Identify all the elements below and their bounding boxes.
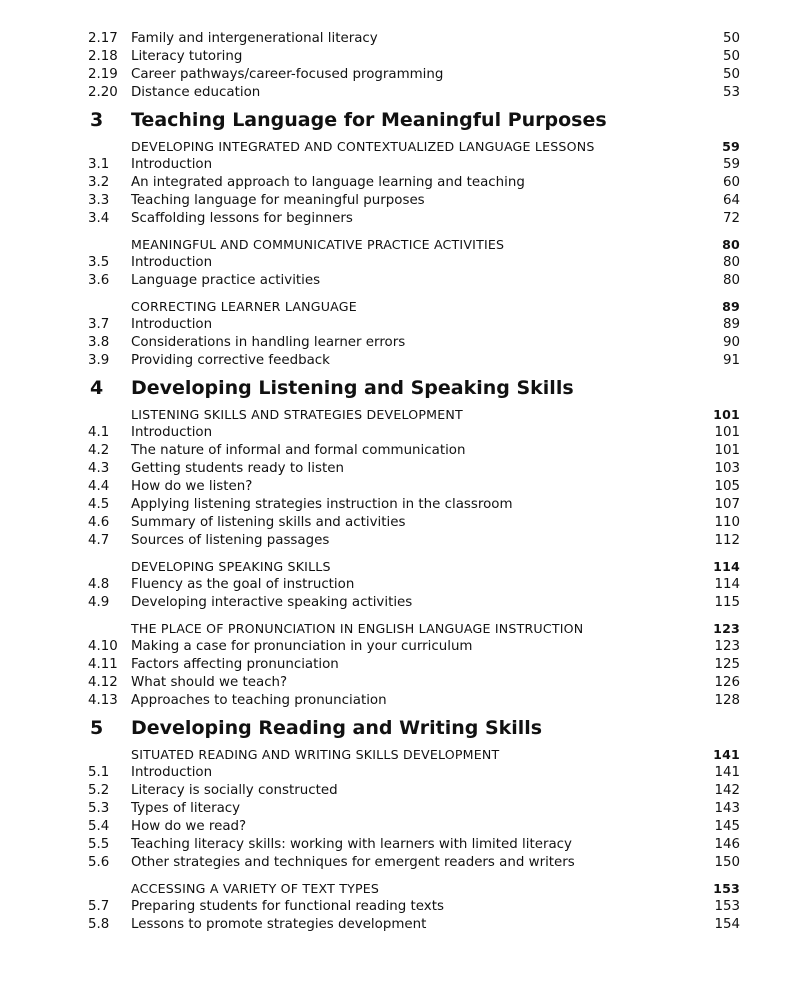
page-number: 143 [714,801,740,816]
entry-number: 3.8 [88,335,110,350]
entry-title: Summary of listening skills and activities [131,515,406,530]
page-number: 101 [714,443,740,458]
toc-entry [0,210,800,228]
toc-entry [0,478,800,496]
entry-number: 4.4 [88,479,110,494]
section-heading [0,558,800,576]
toc-entry [0,192,800,210]
toc-entry [0,674,800,692]
page-number: 80 [722,273,740,288]
entry-title: Literacy tutoring [131,49,243,64]
page-number: 125 [714,657,740,672]
toc-entry [0,174,800,192]
entry-number: 2.20 [88,85,118,100]
page-number: 59 [722,139,740,154]
section-heading [0,298,800,316]
toc-entry [0,818,800,836]
entry-number: 3.3 [88,193,110,208]
toc-entry [0,800,800,818]
toc-entry [0,764,800,782]
entry-number: 4.1 [88,425,110,440]
entry-title: Introduction [131,255,213,270]
entry-number: 3.1 [88,157,110,172]
entry-title: Distance education [131,85,261,100]
section-spacer [0,872,800,880]
page-number: 123 [714,639,740,654]
entry-title: Other strategies and techniques for emergent readers and writers [131,855,575,870]
page-number: 72 [722,211,740,226]
chapter-title: Teaching Language for Meaningful Purposes [131,109,607,131]
section-heading [0,406,800,424]
page-number: 112 [714,533,740,548]
entry-number: 4.3 [88,461,110,476]
entry-title: Language practice activities [131,273,321,288]
page-number: 80 [722,255,740,270]
toc-entry [0,692,800,710]
page-number: 114 [714,577,740,592]
entry-title: Literacy is socially constructed [131,783,338,798]
page-number: 145 [714,819,740,834]
entry-title: How do we read? [131,819,247,834]
toc-entry [0,254,800,272]
entry-title: Approaches to teaching pronunciation [131,693,387,708]
toc-entry [0,514,800,532]
toc-entry [0,442,800,460]
entry-title: Introduction [131,425,213,440]
page-number: 153 [714,899,740,914]
toc-entry [0,594,800,612]
entry-number: 3.4 [88,211,110,226]
toc-entry [0,836,800,854]
entry-number: 4.6 [88,515,110,530]
page-number: 50 [722,31,740,46]
page-number: 89 [722,317,740,332]
chapter-number: 3 [90,109,104,131]
chapter-title: Developing Listening and Speaking Skills [131,377,574,399]
section-spacer [0,290,800,298]
section-title: ACCESSING A VARIETY OF TEXT TYPES [131,881,380,896]
entry-title: Making a case for pronunciation in your curriculum [131,639,473,654]
section-heading [0,746,800,764]
toc-entry [0,854,800,872]
chapter-title: Developing Reading and Writing Skills [131,717,543,739]
entry-title: Types of literacy [131,801,241,816]
entry-number: 2.19 [88,67,118,82]
entry-number: 4.8 [88,577,110,592]
chapter-heading [0,374,800,402]
entry-title: Career pathways/career-focused programming [131,67,444,82]
entry-number: 5.4 [88,819,110,834]
entry-title: Sources of listening passages [131,533,330,548]
entry-number: 4.11 [88,657,118,672]
entry-title: Developing interactive speaking activities [131,595,413,610]
page-number: 123 [713,621,740,636]
toc-entry [0,156,800,174]
entry-title: An integrated approach to language learning and teaching [131,175,525,190]
page-number: 59 [722,157,740,172]
section-heading [0,138,800,156]
section-spacer [0,228,800,236]
entry-number: 4.7 [88,533,110,548]
toc-entry [0,496,800,514]
page-number: 110 [714,515,740,530]
page-number: 60 [722,175,740,190]
entry-number: 4.13 [88,693,118,708]
page-number: 91 [722,353,740,368]
page-number: 154 [714,917,740,932]
page-number: 80 [722,237,740,252]
entry-title: Teaching literacy skills: working with learners with limited literacy [131,837,572,852]
section-title: THE PLACE OF PRONUNCIATION IN ENGLISH LANGUAGE INSTRUCTION [131,621,584,636]
entry-number: 4.5 [88,497,110,512]
entry-number: 4.2 [88,443,110,458]
toc-entry [0,30,800,48]
toc-entry [0,898,800,916]
entry-number: 3.9 [88,353,110,368]
page-number: 64 [722,193,740,208]
entry-title: The nature of informal and formal communication [131,443,466,458]
entry-title: Considerations in handling learner errors [131,335,406,350]
entry-number: 2.18 [88,49,118,64]
toc-entry [0,316,800,334]
entry-number: 4.10 [88,639,118,654]
page-number: 107 [714,497,740,512]
page-number: 126 [714,675,740,690]
entry-number: 5.3 [88,801,110,816]
page-number: 90 [722,335,740,350]
entry-title: Providing corrective feedback [131,353,330,368]
toc-entry [0,532,800,550]
section-heading [0,620,800,638]
entry-number: 3.6 [88,273,110,288]
section-title: SITUATED READING AND WRITING SKILLS DEVELOPMENT [131,747,500,762]
page-number: 114 [713,559,740,574]
toc-entry [0,66,800,84]
chapter-heading [0,106,800,134]
toc-entry [0,424,800,442]
section-heading [0,880,800,898]
entry-number: 5.1 [88,765,110,780]
entry-number: 4.12 [88,675,118,690]
page-number: 53 [722,85,740,100]
section-title: LISTENING SKILLS AND STRATEGIES DEVELOPMENT [131,407,463,422]
toc-entry [0,576,800,594]
chapter-number: 4 [90,377,104,399]
entry-title: Applying listening strategies instruction in the classroom [131,497,513,512]
entry-number: 5.7 [88,899,110,914]
toc-entry [0,460,800,478]
entry-title: Introduction [131,765,213,780]
toc-entry [0,48,800,66]
toc-entry [0,84,800,102]
entry-number: 5.8 [88,917,110,932]
section-heading [0,236,800,254]
entry-number: 5.2 [88,783,110,798]
entry-number: 5.6 [88,855,110,870]
section-title: DEVELOPING SPEAKING SKILLS [131,559,331,574]
page-number: 50 [722,49,740,64]
page-number: 115 [714,595,740,610]
entry-title: What should we teach? [131,675,288,690]
toc-entry [0,656,800,674]
entry-title: Scaffolding lessons for beginners [131,211,353,226]
section-spacer [0,612,800,620]
entry-title: Fluency as the goal of instruction [131,577,355,592]
entry-number: 3.2 [88,175,110,190]
entry-number: 2.17 [88,31,118,46]
page-number: 50 [722,67,740,82]
page-number: 141 [714,765,740,780]
entry-title: Introduction [131,157,213,172]
toc-entry [0,272,800,290]
entry-title: Factors affecting pronunciation [131,657,339,672]
entry-title: Family and intergenerational literacy [131,31,378,46]
chapter-number: 5 [90,717,104,739]
section-title: MEANINGFUL AND COMMUNICATIVE PRACTICE ACTIVITIES [131,237,505,252]
page-number: 103 [714,461,740,476]
page-number: 150 [714,855,740,870]
page-number: 142 [714,783,740,798]
entry-number: 5.5 [88,837,110,852]
toc-entry [0,352,800,370]
page-number: 89 [722,299,740,314]
toc-entry [0,334,800,352]
page-number: 128 [714,693,740,708]
toc-entry [0,638,800,656]
page-number: 101 [713,407,740,422]
page-number: 141 [713,747,740,762]
entry-title: Preparing students for functional reading texts [131,899,444,914]
entry-title: Getting students ready to listen [131,461,344,476]
section-title: DEVELOPING INTEGRATED AND CONTEXTUALIZED LANGUAGE LESSONS [131,139,595,154]
chapter-heading [0,714,800,742]
entry-title: Teaching language for meaningful purposes [131,193,425,208]
page-number: 153 [713,881,740,896]
page-number: 101 [714,425,740,440]
entry-number: 4.9 [88,595,110,610]
entry-title: How do we listen? [131,479,253,494]
toc-entry [0,916,800,934]
toc-entry [0,782,800,800]
section-title: CORRECTING LEARNER LANGUAGE [131,299,357,314]
entry-number: 3.5 [88,255,110,270]
page-number: 105 [714,479,740,494]
entry-title: Lessons to promote strategies development [131,917,427,932]
section-spacer [0,550,800,558]
page-number: 146 [714,837,740,852]
entry-title: Introduction [131,317,213,332]
entry-number: 3.7 [88,317,110,332]
